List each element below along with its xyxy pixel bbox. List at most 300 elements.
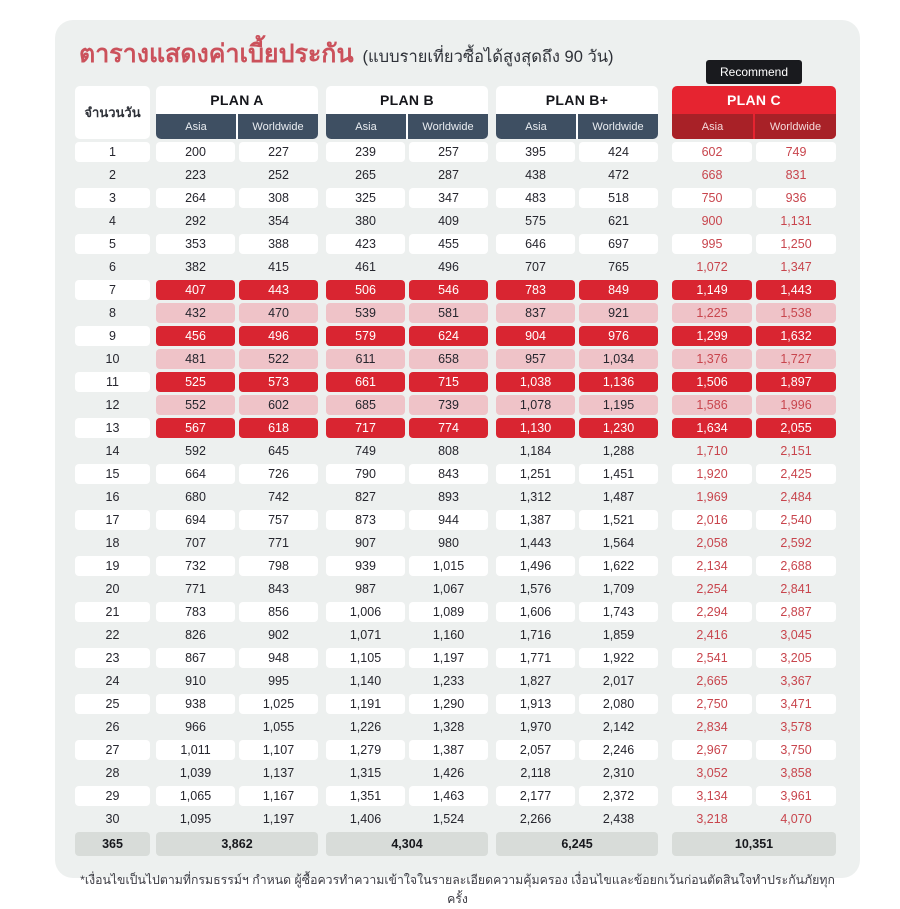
plan-group xyxy=(156,533,318,553)
plan-group xyxy=(156,211,318,231)
day-cell: 2 xyxy=(109,168,116,182)
value-cell: 2,540 xyxy=(756,510,836,530)
plan-group xyxy=(496,349,658,369)
table-header xyxy=(75,65,840,139)
plan-group xyxy=(156,556,318,576)
value-cell: 3,045 xyxy=(780,628,812,642)
value-cell: 1,634 xyxy=(672,418,752,438)
value-cell: 1,034 xyxy=(579,349,658,369)
table-row xyxy=(75,533,840,553)
value-cell: 831 xyxy=(785,168,807,182)
value-cell: 3,218 xyxy=(696,812,728,826)
day-cell: 23 xyxy=(75,648,150,668)
value-cell: 1,970 xyxy=(519,720,552,734)
value-cell: 347 xyxy=(409,188,488,208)
day-cell: 5 xyxy=(75,234,150,254)
day-cell: 29 xyxy=(75,786,150,806)
value-cell: 668 xyxy=(701,168,723,182)
plan-group xyxy=(496,625,658,645)
plan-header-1 xyxy=(156,86,318,139)
plan-group xyxy=(156,441,318,461)
value-cell: 483 xyxy=(496,188,575,208)
value-cell: 1,055 xyxy=(262,720,295,734)
value-cell: 573 xyxy=(239,372,318,392)
value-cell: 455 xyxy=(409,234,488,254)
value-cell: 827 xyxy=(355,490,376,504)
plan-group xyxy=(326,464,488,484)
plan-group xyxy=(496,188,658,208)
region-subheader: Worldwide xyxy=(755,114,836,139)
region-subheader: Asia xyxy=(672,114,753,139)
value-cell: 1,025 xyxy=(239,694,318,714)
value-cell: 1,524 xyxy=(432,812,465,826)
value-cell: 1,312 xyxy=(519,490,552,504)
table-row xyxy=(75,142,840,162)
value-cell: 980 xyxy=(438,536,459,550)
table-row xyxy=(75,395,840,415)
value-cell: 1,443 xyxy=(519,536,552,550)
plan-group xyxy=(496,533,658,553)
value-cell: 685 xyxy=(326,395,405,415)
value-cell: 470 xyxy=(239,303,318,323)
value-cell: 902 xyxy=(268,628,289,642)
value-cell: 1,996 xyxy=(756,395,836,415)
plan-group xyxy=(156,740,318,760)
value-cell: 415 xyxy=(268,260,289,274)
plan-group xyxy=(496,372,658,392)
table-subtitle: (แบบรายเที่ยวซื้อได้สูงสุดถึง 90 วัน) xyxy=(362,48,614,66)
day-cell: 13 xyxy=(75,418,150,438)
plan-group xyxy=(672,556,836,576)
plan-group xyxy=(326,556,488,576)
value-cell: 1,015 xyxy=(409,556,488,576)
value-cell: 1,288 xyxy=(602,444,635,458)
value-cell: 750 xyxy=(672,188,752,208)
table-title: ตารางแสดงค่าเบี้ยประกัน xyxy=(79,40,354,68)
value-cell: 1,038 xyxy=(496,372,575,392)
value-cell: 849 xyxy=(579,280,658,300)
value-cell: 658 xyxy=(409,349,488,369)
value-cell: 395 xyxy=(496,142,575,162)
table-row xyxy=(75,740,840,760)
day-cell: 27 xyxy=(75,740,150,760)
value-cell: 1,251 xyxy=(496,464,575,484)
plan-group xyxy=(156,625,318,645)
value-cell: 749 xyxy=(355,444,376,458)
value-cell: 739 xyxy=(409,395,488,415)
value-cell: 1,709 xyxy=(602,582,635,596)
plan-group xyxy=(496,326,658,346)
day-cell: 9 xyxy=(75,326,150,346)
plan-group xyxy=(326,257,488,277)
value-cell: 2,080 xyxy=(579,694,658,714)
table-row xyxy=(75,349,840,369)
total-cell: 4,304 xyxy=(326,832,488,856)
plan-group xyxy=(156,395,318,415)
value-cell: 837 xyxy=(496,303,575,323)
value-cell: 621 xyxy=(608,214,629,228)
plan-group xyxy=(496,441,658,461)
table-row xyxy=(75,786,840,806)
value-cell: 592 xyxy=(185,444,206,458)
value-cell: 936 xyxy=(756,188,836,208)
day-cell: 30 xyxy=(105,812,120,826)
value-cell: 539 xyxy=(326,303,405,323)
value-cell: 2,372 xyxy=(579,786,658,806)
plan-group xyxy=(496,671,658,691)
value-cell: 2,058 xyxy=(696,536,728,550)
value-cell: 1,521 xyxy=(579,510,658,530)
plan-group xyxy=(156,809,318,829)
region-subheader: Worldwide xyxy=(238,114,318,139)
table-row xyxy=(75,487,840,507)
table-row xyxy=(75,165,840,185)
value-cell: 1,230 xyxy=(579,418,658,438)
value-cell: 3,367 xyxy=(780,674,812,688)
plan-group xyxy=(326,717,488,737)
day-cell: 16 xyxy=(105,490,120,504)
plan-group xyxy=(672,763,836,783)
value-cell: 2,134 xyxy=(672,556,752,576)
table-row xyxy=(75,602,840,622)
plan-name: PLAN B xyxy=(380,92,434,108)
plan-group xyxy=(326,740,488,760)
plan-group xyxy=(672,510,836,530)
plan-group xyxy=(326,487,488,507)
plan-group xyxy=(496,510,658,530)
value-cell: 2,151 xyxy=(780,444,812,458)
value-cell: 1,197 xyxy=(409,648,488,668)
value-cell: 790 xyxy=(326,464,405,484)
day-cell: 1 xyxy=(75,142,150,162)
value-cell: 2,750 xyxy=(672,694,752,714)
recommend-badge: Recommend xyxy=(706,60,802,84)
day-cell: 18 xyxy=(105,536,120,550)
value-cell: 1,107 xyxy=(239,740,318,760)
table-row xyxy=(75,280,840,300)
value-cell: 1,586 xyxy=(672,395,752,415)
value-cell: 707 xyxy=(185,536,206,550)
table-row xyxy=(75,694,840,714)
value-cell: 771 xyxy=(268,536,289,550)
plan-group xyxy=(672,142,836,162)
value-cell: 292 xyxy=(185,214,206,228)
value-cell: 438 xyxy=(525,168,546,182)
value-cell: 496 xyxy=(438,260,459,274)
plan-group xyxy=(672,257,836,277)
plan-group xyxy=(156,487,318,507)
value-cell: 525 xyxy=(156,372,235,392)
day-cell: 12 xyxy=(105,398,120,412)
value-cell: 380 xyxy=(355,214,376,228)
plan-group xyxy=(326,234,488,254)
value-cell: 2,541 xyxy=(672,648,752,668)
plan-group xyxy=(156,786,318,806)
plan-group xyxy=(156,188,318,208)
day-cell: 11 xyxy=(75,372,150,392)
value-cell: 579 xyxy=(326,326,405,346)
value-cell: 496 xyxy=(239,326,318,346)
value-cell: 1,827 xyxy=(519,674,552,688)
plan-group xyxy=(326,625,488,645)
value-cell: 749 xyxy=(756,142,836,162)
region-subheader: Worldwide xyxy=(408,114,488,139)
value-cell: 424 xyxy=(579,142,658,162)
value-cell: 2,834 xyxy=(696,720,728,734)
value-cell: 1,387 xyxy=(496,510,575,530)
plan-group xyxy=(326,763,488,783)
value-cell: 2,057 xyxy=(496,740,575,760)
total-cell: 3,862 xyxy=(156,832,318,856)
plan-group xyxy=(672,303,836,323)
plan-header-2 xyxy=(326,86,488,139)
table-row xyxy=(75,717,840,737)
value-cell: 1,105 xyxy=(326,648,405,668)
value-cell: 3,134 xyxy=(672,786,752,806)
plan-group xyxy=(672,372,836,392)
value-cell: 1,149 xyxy=(672,280,752,300)
value-cell: 873 xyxy=(326,510,405,530)
value-cell: 774 xyxy=(409,418,488,438)
plan-group xyxy=(156,257,318,277)
plan-group xyxy=(672,418,836,438)
plan-group xyxy=(672,786,836,806)
value-cell: 3,052 xyxy=(696,766,728,780)
value-cell: 995 xyxy=(268,674,289,688)
value-cell: 4,070 xyxy=(780,812,812,826)
day-cell: 26 xyxy=(105,720,120,734)
value-cell: 697 xyxy=(579,234,658,254)
value-cell: 1,913 xyxy=(496,694,575,714)
table-row xyxy=(75,648,840,668)
table-row xyxy=(75,510,840,530)
value-cell: 742 xyxy=(268,490,289,504)
value-cell: 1,443 xyxy=(756,280,836,300)
value-cell: 1,969 xyxy=(696,490,728,504)
value-cell: 1,347 xyxy=(780,260,812,274)
plan-group xyxy=(156,165,318,185)
plan-group xyxy=(496,418,658,438)
region-subheader: Asia xyxy=(326,114,406,139)
value-cell: 2,246 xyxy=(579,740,658,760)
value-cell: 966 xyxy=(185,720,206,734)
plan-group xyxy=(672,395,836,415)
value-cell: 1,426 xyxy=(432,766,465,780)
plan-group xyxy=(156,694,318,714)
value-cell: 2,017 xyxy=(602,674,635,688)
value-cell: 239 xyxy=(326,142,405,162)
value-cell: 783 xyxy=(156,602,235,622)
plan-group xyxy=(156,326,318,346)
table-row xyxy=(75,579,840,599)
plan-group xyxy=(496,602,658,622)
day-cell: 15 xyxy=(75,464,150,484)
value-cell: 1,131 xyxy=(780,214,812,228)
value-cell: 843 xyxy=(409,464,488,484)
plan-group xyxy=(156,372,318,392)
value-cell: 1,506 xyxy=(672,372,752,392)
value-cell: 726 xyxy=(239,464,318,484)
plan-group xyxy=(496,717,658,737)
value-cell: 995 xyxy=(672,234,752,254)
region-subheaders xyxy=(496,114,658,139)
value-cell: 3,205 xyxy=(756,648,836,668)
plan-group xyxy=(496,556,658,576)
plan-group xyxy=(496,579,658,599)
region-subheaders xyxy=(156,114,318,139)
value-cell: 1,233 xyxy=(432,674,465,688)
value-cell: 1,250 xyxy=(756,234,836,254)
value-cell: 1,089 xyxy=(409,602,488,622)
day-column-header: จำนวนวัน xyxy=(75,86,150,139)
value-cell: 265 xyxy=(355,168,376,182)
value-cell: 575 xyxy=(525,214,546,228)
plan-group xyxy=(672,717,836,737)
table-row xyxy=(75,372,840,392)
total-cell: 10,351 xyxy=(672,832,836,856)
value-cell: 443 xyxy=(239,280,318,300)
value-cell: 1,622 xyxy=(579,556,658,576)
value-cell: 1,920 xyxy=(672,464,752,484)
plan-header-3 xyxy=(496,86,658,139)
table-row xyxy=(75,556,840,576)
value-cell: 645 xyxy=(268,444,289,458)
value-cell: 2,266 xyxy=(519,812,552,826)
value-cell: 783 xyxy=(496,280,575,300)
plan-group xyxy=(326,326,488,346)
plan-group xyxy=(156,142,318,162)
value-cell: 611 xyxy=(326,349,405,369)
table-row xyxy=(75,326,840,346)
plan-group xyxy=(326,165,488,185)
day-cell: 22 xyxy=(105,628,120,642)
value-cell: 602 xyxy=(239,395,318,415)
value-cell: 948 xyxy=(239,648,318,668)
value-cell: 1,496 xyxy=(496,556,575,576)
value-cell: 2,294 xyxy=(672,602,752,622)
value-cell: 567 xyxy=(156,418,235,438)
plan-group xyxy=(672,188,836,208)
plan-group xyxy=(672,234,836,254)
plan-group xyxy=(496,280,658,300)
value-cell: 2,688 xyxy=(756,556,836,576)
value-cell: 227 xyxy=(239,142,318,162)
plan-group xyxy=(326,280,488,300)
value-cell: 200 xyxy=(156,142,235,162)
value-cell: 456 xyxy=(156,326,235,346)
table-row xyxy=(75,234,840,254)
day-cell: 7 xyxy=(75,280,150,300)
region-subheader: Asia xyxy=(156,114,236,139)
plan-group xyxy=(496,763,658,783)
value-cell: 1,067 xyxy=(432,582,465,596)
value-cell: 2,887 xyxy=(756,602,836,622)
value-cell: 1,160 xyxy=(432,628,465,642)
value-cell: 264 xyxy=(156,188,235,208)
day-cell: 19 xyxy=(75,556,150,576)
value-cell: 715 xyxy=(409,372,488,392)
value-cell: 1,167 xyxy=(239,786,318,806)
value-cell: 1,710 xyxy=(696,444,728,458)
region-subheaders xyxy=(672,114,836,139)
plan-group xyxy=(326,648,488,668)
value-cell: 1,078 xyxy=(496,395,575,415)
value-cell: 765 xyxy=(608,260,629,274)
plan-group xyxy=(156,280,318,300)
table-row xyxy=(75,211,840,231)
value-cell: 2,438 xyxy=(602,812,635,826)
table-row xyxy=(75,188,840,208)
value-cell: 798 xyxy=(239,556,318,576)
value-cell: 646 xyxy=(496,234,575,254)
plan-group xyxy=(496,211,658,231)
plan-group xyxy=(326,786,488,806)
plan-group xyxy=(496,740,658,760)
day-cell: 24 xyxy=(105,674,120,688)
plan-group xyxy=(672,280,836,300)
value-cell: 808 xyxy=(438,444,459,458)
table-row xyxy=(75,303,840,323)
premium-table-body xyxy=(75,142,840,829)
value-cell: 602 xyxy=(672,142,752,162)
value-cell: 624 xyxy=(409,326,488,346)
value-cell: 2,177 xyxy=(496,786,575,806)
plan-group xyxy=(156,579,318,599)
value-cell: 694 xyxy=(156,510,235,530)
value-cell: 1,226 xyxy=(349,720,382,734)
value-cell: 921 xyxy=(579,303,658,323)
value-cell: 939 xyxy=(326,556,405,576)
value-cell: 1,011 xyxy=(156,740,235,760)
table-row xyxy=(75,441,840,461)
footer-note: *เงื่อนไขเป็นไปตามที่กรมธรรม์ฯ กำหนด ผู้ซื้อควรทำความเข้าใจในรายละเอียดความคุ้มครอง เงื่อนไขและข้อยกเว้นก่อนตัดสินใจทำประกันภัยทุกครั้ง xyxy=(80,873,835,906)
value-cell: 1,538 xyxy=(756,303,836,323)
value-cell: 308 xyxy=(239,188,318,208)
plan-group xyxy=(672,487,836,507)
plan-name: PLAN A xyxy=(210,92,264,108)
value-cell: 2,254 xyxy=(696,582,728,596)
value-cell: 1,606 xyxy=(496,602,575,622)
plan-group xyxy=(326,510,488,530)
plan-group xyxy=(326,188,488,208)
value-cell: 2,016 xyxy=(672,510,752,530)
value-cell: 664 xyxy=(156,464,235,484)
value-cell: 287 xyxy=(438,168,459,182)
plan-group xyxy=(672,326,836,346)
table-row xyxy=(75,464,840,484)
value-cell: 325 xyxy=(326,188,405,208)
value-cell: 1,225 xyxy=(672,303,752,323)
day-cell: 25 xyxy=(75,694,150,714)
value-cell: 472 xyxy=(608,168,629,182)
value-cell: 1,136 xyxy=(579,372,658,392)
value-cell: 2,967 xyxy=(672,740,752,760)
value-cell: 944 xyxy=(409,510,488,530)
plan-group xyxy=(326,694,488,714)
total-cell: 6,245 xyxy=(496,832,658,856)
value-cell: 522 xyxy=(239,349,318,369)
value-cell: 1,315 xyxy=(349,766,382,780)
value-cell: 409 xyxy=(438,214,459,228)
plan-group xyxy=(496,786,658,806)
value-cell: 707 xyxy=(525,260,546,274)
value-cell: 1,039 xyxy=(179,766,212,780)
plan-group xyxy=(672,671,836,691)
day-cell: 21 xyxy=(75,602,150,622)
day-cell: 20 xyxy=(105,582,120,596)
plan-group xyxy=(326,418,488,438)
plan-group xyxy=(156,234,318,254)
